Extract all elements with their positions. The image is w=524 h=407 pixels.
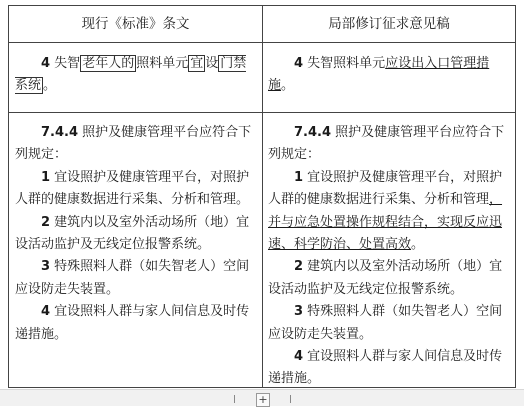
clause-heading: 7.4.4 照护及健康管理平台应符合下列规定： bbox=[268, 125, 505, 163]
list-item: 2 建筑内以及室外活动场所（地）宜设活动监护及无线定位报警系统。 bbox=[268, 259, 503, 297]
comparison-table bbox=[8, 5, 516, 388]
clause-heading: 7.4.4 照护及健康管理平台应符合下列规定： bbox=[15, 125, 252, 163]
clause-number: 7.4.4 bbox=[294, 125, 332, 140]
header-current-standard: 现行《标准》条文 bbox=[81, 16, 190, 32]
clause-number: 7.4.4 bbox=[41, 125, 79, 140]
header-divider bbox=[9, 42, 515, 43]
list-item: 4 宜设照料人群与家人间信息及时传递措施。 bbox=[268, 349, 503, 387]
list-item: 3 特殊照料人群（如失智老人）空间应设防走失装置。 bbox=[268, 304, 503, 342]
deleted-text: 门禁系统 bbox=[15, 56, 247, 94]
row2-right-text[interactable] bbox=[268, 122, 509, 391]
row1-right-text[interactable]: 4 失智照料单元应设出入口管理措施。 bbox=[268, 56, 490, 94]
row1-left-text[interactable]: 4 失智 老年人的 照料单元 宜 设 门禁系统 。 bbox=[15, 56, 247, 94]
inserted-text: 应设出入口管理措施 bbox=[268, 56, 490, 94]
item-number: 4 bbox=[41, 56, 51, 71]
header-draft-revision: 局部修订征求意见稿 bbox=[328, 16, 450, 32]
column-divider bbox=[262, 6, 263, 387]
list-item: 1 宜设照护及健康管理平台，对照护人群的健康数据进行采集、分析和管理，并与应急处置操作规程结合，实现反应迅速、科学防治、处置高效。 bbox=[268, 169, 503, 253]
list-item: 2 建筑内以及室外活动场所（地）宜设活动监护及无线定位报警系统。 bbox=[15, 214, 250, 253]
row2-left-text[interactable] bbox=[15, 122, 256, 346]
list-item: 3 特殊照料人群（如失智老人）空间应设防走失装置。 bbox=[15, 259, 250, 297]
deleted-text: 老年人的 bbox=[82, 56, 135, 71]
item-number: 4 bbox=[294, 56, 304, 71]
deleted-text: 宜 bbox=[190, 56, 204, 71]
row-divider bbox=[9, 112, 515, 113]
ruler-tick bbox=[234, 395, 235, 403]
list-item: 1 宜设照护及健康管理平台，对照护人群的健康数据进行采集、分析和管理。 bbox=[15, 169, 250, 208]
list-item: 4 宜设照料人群与家人间信息及时传递措施。 bbox=[15, 304, 250, 342]
ruler-tick bbox=[290, 395, 291, 403]
add-column-icon[interactable]: + bbox=[256, 393, 270, 407]
inserted-text: ，并与应急处置操作规程结合，实现反应迅速、科学防治、处置高效 bbox=[268, 192, 503, 253]
